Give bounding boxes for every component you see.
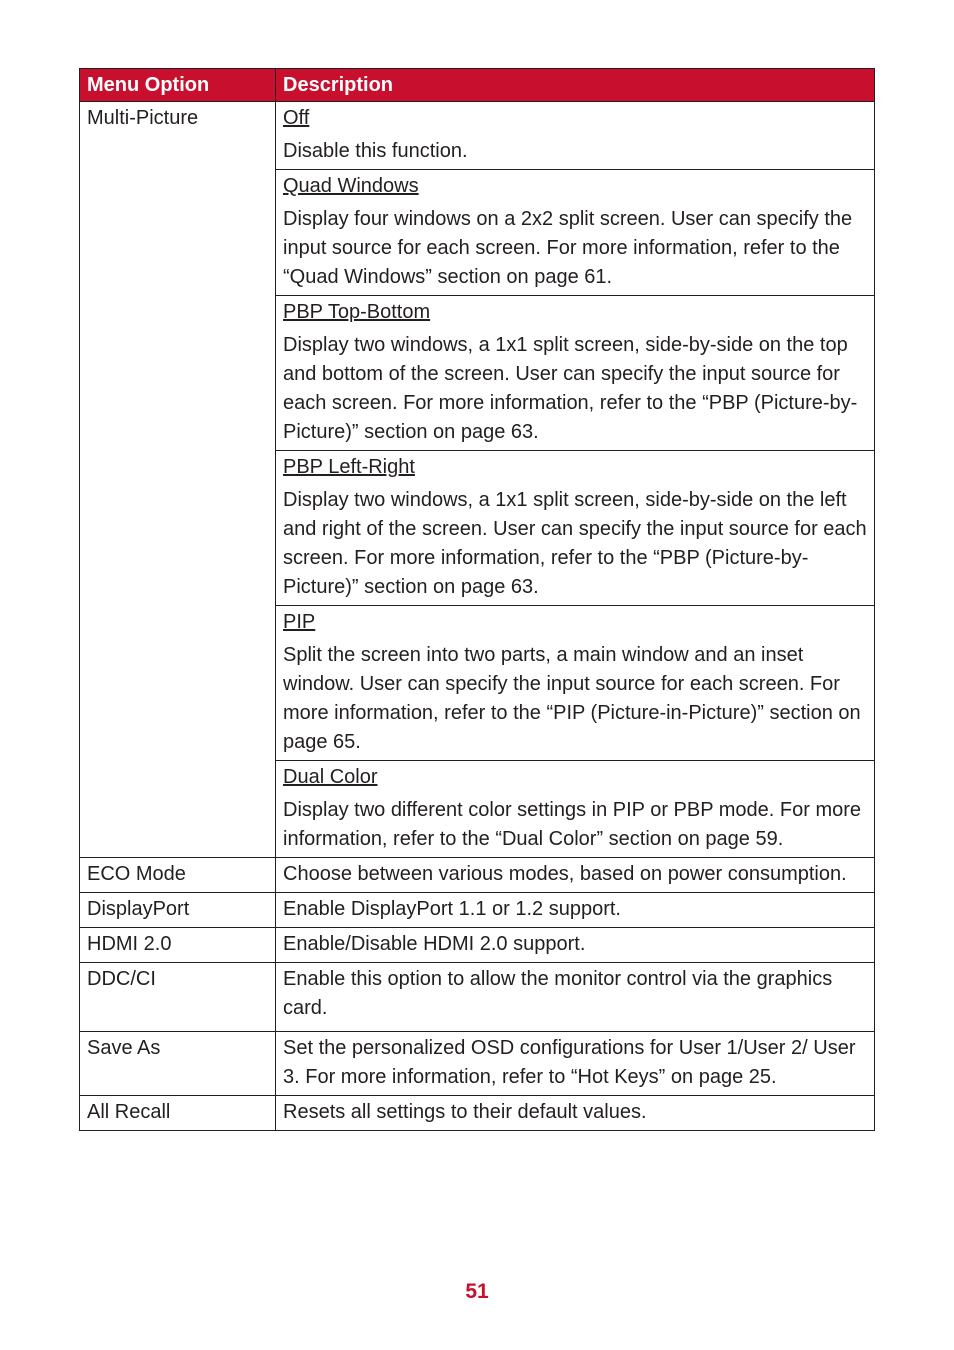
- header-description: Description: [276, 69, 875, 102]
- sub-option-off: [276, 102, 875, 170]
- sub-option-title: PIP: [283, 611, 316, 633]
- sub-option-title: Quad Windows: [283, 175, 419, 197]
- sub-option-pip: [276, 606, 875, 761]
- table-row: [80, 858, 875, 893]
- table-row: [80, 963, 875, 1032]
- option-description: Set the personalized OSD configurations for User 1/User 2/ User 3. For more information, refer to “Hot Keys” on page 25.: [276, 1032, 875, 1096]
- option-description: Enable this option to allow the monitor control via the graphics card.: [276, 963, 875, 1032]
- sub-option-title: PBP Left-Right: [283, 456, 415, 478]
- sub-option-description: Display two windows, a 1x1 split screen, side-by-side on the top and bottom of the screen. User can specify the input source for each screen. For more information, refer to the “PBP (Picture-by-Picture)” section on page 63.: [283, 334, 858, 443]
- sub-option-title: Off: [283, 107, 310, 129]
- sub-option-pbp-left-right: [276, 451, 875, 606]
- option-description: Resets all settings to their default values.: [276, 1096, 875, 1131]
- sub-option-description: Display two windows, a 1x1 split screen, side-by-side on the left and right of the screen. User can specify the input source for each screen. For more information, refer to the “PBP (Picture-by-Picture)” section on page 63.: [283, 489, 867, 598]
- table-row: [80, 1032, 875, 1096]
- option-multi-picture: Multi-Picture: [80, 102, 276, 858]
- sub-option-dual-color: [276, 761, 875, 858]
- table-row: [80, 102, 875, 170]
- sub-option-description: Display four windows on a 2x2 split screen. User can specify the input source for each screen. For more information, refer to the “Quad Windows” section on page 61.: [283, 208, 853, 288]
- option-displayport: DisplayPort: [80, 893, 276, 928]
- sub-option-description: Display two different color settings in PIP or PBP mode. For more information, refer to the “Dual Color” section on page 59.: [283, 799, 862, 850]
- option-save-as: Save As: [80, 1032, 276, 1096]
- menu-options-table: [79, 68, 875, 1131]
- sub-option-pbp-top-bottom: [276, 296, 875, 451]
- sub-option-title: Dual Color: [283, 766, 378, 788]
- table-header-row: [80, 69, 875, 102]
- page-number: 51: [465, 1280, 489, 1303]
- option-all-recall: All Recall: [80, 1096, 276, 1131]
- sub-option-title: PBP Top-Bottom: [283, 301, 431, 323]
- sub-option-description: Split the screen into two parts, a main window and an inset window. User can specify the input source for each screen. For more information, refer to the “PIP (Picture-in-Picture)” section on page 65.: [283, 644, 861, 753]
- option-hdmi: HDMI 2.0: [80, 928, 276, 963]
- option-description: Enable DisplayPort 1.1 or 1.2 support.: [276, 893, 875, 928]
- option-description: Enable/Disable HDMI 2.0 support.: [276, 928, 875, 963]
- table-row: [80, 893, 875, 928]
- option-eco-mode: ECO Mode: [80, 858, 276, 893]
- header-menu-option: Menu Option: [80, 69, 276, 102]
- option-ddc-ci: DDC/CI: [80, 963, 276, 1032]
- sub-option-quad-windows: [276, 170, 875, 296]
- sub-option-description: Disable this function.: [283, 140, 468, 162]
- option-description: Choose between various modes, based on power consumption.: [276, 858, 875, 893]
- table-row: [80, 1096, 875, 1131]
- table-row: [80, 928, 875, 963]
